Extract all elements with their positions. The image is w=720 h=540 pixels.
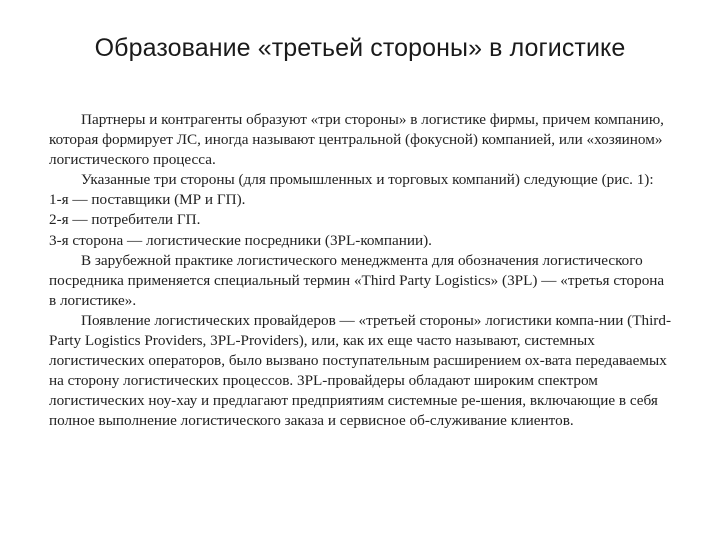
paragraph-three-sides: Указанные три стороны (для промышленных и торговых компаний) следующие (рис. 1): xyxy=(81,171,654,189)
paragraph-intro: Партнеры и контрагенты образуют «три стороны» в логистике фирмы, причем компанию, которая формирует ЛС, иногда называют центральной (фокусной) компанией, или «хозяином» логистического процесса. xyxy=(49,111,664,169)
slide-body xyxy=(49,110,675,432)
list-item-third-side: 3-я сторона — логистические посредники (3PL-компании). xyxy=(49,231,432,249)
paragraph-providers: Появление логистических провайдеров — «третьей стороны» логистики компа-нии (Third-Party Logistics Providers, 3PL-Providers), или, как их еще часто называют, системных логистических операторов, было вызвано поступательным расширением ох-вата передаваемых на сторону логистических процессов. 3PL-провайдеры обладают широким спектром логистических ноу-хау и предлагают предприятиям системные ре-шения, включающие в себя полное выполнение логистического заказа и сервисное об-служивание клиентов. xyxy=(49,311,672,430)
paragraph-3pl-term: В зарубежной практике логистического менеджмента для обозначения логистического посредника применяется специальный термин «Third Party Logistics» (3PL) — «третья сторона в логистике». xyxy=(49,251,665,309)
list-item-first-side: 1-я — поставщики (МР и ГП). xyxy=(49,191,246,209)
slide-title: Образование «третьей стороны» в логистике xyxy=(94,34,626,62)
list-item-second-side: 2-я — потребители ГП. xyxy=(49,211,201,229)
